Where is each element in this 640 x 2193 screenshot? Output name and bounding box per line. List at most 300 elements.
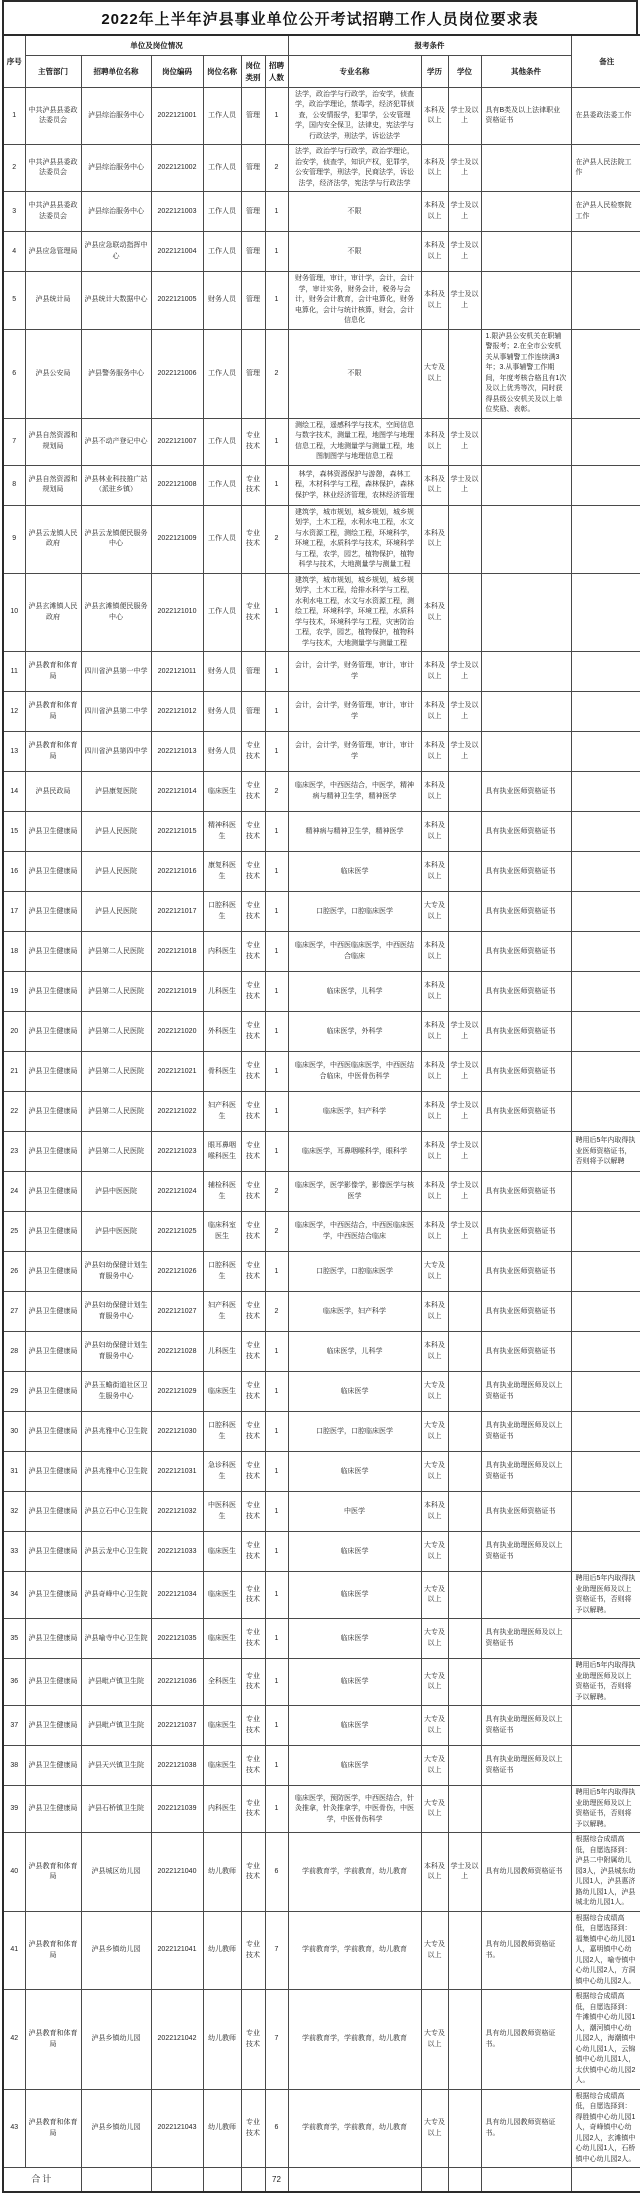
cell-unit: 泸县石桥镇卫生院 (81, 1786, 151, 1833)
cell-code: 2022121024 (151, 1172, 203, 1212)
cell-remark (571, 1619, 640, 1659)
cell-remark: 聘用后5年内取得执业医师资格证书，否则将予以解聘 (571, 1132, 640, 1172)
position-row (3, 1619, 640, 1659)
header-other: 其他条件 (481, 56, 571, 88)
cell-dept: 泸县教育和体育局 (25, 732, 81, 772)
cell-other: 具有执业医师资格证书 (481, 972, 571, 1012)
cell-count: 1 (265, 1619, 288, 1659)
cell-major: 临床医学，儿科学 (288, 972, 421, 1012)
cell-category: 管理 (241, 329, 265, 418)
cell-remark (571, 418, 640, 465)
cell-dept: 泸县应急管理局 (25, 232, 81, 272)
cell-degree (448, 1412, 481, 1452)
cell-major: 学前教育学，学前教育，幼儿教育 (288, 1911, 421, 1990)
cell-count: 6 (265, 1833, 288, 1912)
cell-dept: 泸县教育和体育局 (25, 1911, 81, 1990)
cell-dept: 泸县卫生健康局 (25, 1492, 81, 1532)
cell-unit: 泸县第二人民医院 (81, 1132, 151, 1172)
position-row (3, 1252, 640, 1292)
total-empty-position (203, 2168, 241, 2192)
cell-other: 具有幼儿园教师资格证书。 (481, 1990, 571, 2090)
position-row (3, 1572, 640, 1619)
cell-education: 本科及以上 (421, 505, 448, 573)
cell-position: 急诊科医生 (203, 1452, 241, 1492)
cell-dept: 泸县卫生健康局 (25, 1572, 81, 1619)
cell-category: 专业技术 (241, 1012, 265, 1052)
cell-dept: 泸县卫生健康局 (25, 1532, 81, 1572)
cell-dept: 泸县玄滩镇人民政府 (25, 573, 81, 652)
table-footer (3, 2168, 640, 2192)
cell-unit: 泸县警务服务中心 (81, 329, 151, 418)
cell-remark (571, 1092, 640, 1132)
cell-serial: 14 (3, 772, 25, 812)
cell-education: 本科及以上 (421, 1492, 448, 1532)
header-remark: 备注 (571, 35, 640, 87)
cell-category: 管理 (241, 692, 265, 732)
cell-unit: 泸县综治服务中心 (81, 192, 151, 232)
cell-serial: 13 (3, 732, 25, 772)
cell-count: 2 (265, 145, 288, 192)
cell-serial: 21 (3, 1052, 25, 1092)
cell-category: 专业技术 (241, 418, 265, 465)
cell-degree (448, 1452, 481, 1492)
cell-other: 具有执业助理医师及以上资格证书 (481, 1412, 571, 1452)
cell-code: 2022121023 (151, 1132, 203, 1172)
cell-code: 2022121042 (151, 1990, 203, 2090)
cell-education: 本科及以上 (421, 1012, 448, 1052)
cell-serial: 3 (3, 192, 25, 232)
cell-dept: 泸县卫生健康局 (25, 1372, 81, 1412)
cell-other (481, 692, 571, 732)
cell-education: 大专及以上 (421, 329, 448, 418)
cell-category: 专业技术 (241, 1092, 265, 1132)
cell-major: 学前教育学，学前教育，幼儿教育 (288, 1833, 421, 1912)
cell-education: 本科及以上 (421, 1292, 448, 1332)
cell-unit: 泸县城区幼儿园 (81, 1833, 151, 1912)
cell-code: 2022121010 (151, 573, 203, 652)
cell-other: 具有执业助理医师及以上资格证书 (481, 1746, 571, 1786)
cell-other: 具有执业助理医师及以上资格证书 (481, 1452, 571, 1492)
cell-category: 专业技术 (241, 1172, 265, 1212)
position-row (3, 1659, 640, 1706)
cell-remark (571, 812, 640, 852)
cell-other: 具有执业助理医师及以上资格证书 (481, 1706, 571, 1746)
position-row (3, 1292, 640, 1332)
cell-dept: 中共泸县县委政法委员会 (25, 87, 81, 145)
cell-remark (571, 732, 640, 772)
cell-dept: 泸县卫生健康局 (25, 852, 81, 892)
cell-category: 专业技术 (241, 1532, 265, 1572)
cell-remark (571, 852, 640, 892)
position-row (3, 1172, 640, 1212)
cell-other: 具有执业医师资格证书 (481, 1212, 571, 1252)
cell-other (481, 652, 571, 692)
cell-unit: 泸县康复医院 (81, 772, 151, 812)
cell-degree: 学士及以上 (448, 652, 481, 692)
total-empty-major (288, 2168, 421, 2192)
cell-count: 1 (265, 87, 288, 145)
cell-major: 不限 (288, 329, 421, 418)
cell-dept: 泸县卫生健康局 (25, 812, 81, 852)
position-row (3, 418, 640, 465)
cell-category: 管理 (241, 192, 265, 232)
cell-count: 1 (265, 1252, 288, 1292)
cell-position: 外科医生 (203, 1012, 241, 1052)
cell-code: 2022121016 (151, 852, 203, 892)
cell-degree (448, 892, 481, 932)
cell-other: 具有执业医师资格证书 (481, 1172, 571, 1212)
cell-dept: 泸县民政局 (25, 772, 81, 812)
cell-dept: 泸县卫生健康局 (25, 1252, 81, 1292)
cell-major: 临床医学，预防医学，中西医结合，针灸推拿，针灸推拿学，中医骨伤，中医学，中医骨伤科学 (288, 1786, 421, 1833)
cell-other: 1.限泸县公安机关在职辅警报考；2.在全市公安机关从事辅警工作连续满3年；3.从事辅警工作期间，年度考核合格且有1次及以上优秀等次，同时获得县级公安机关及以上单位奖励、表彰。 (481, 329, 571, 418)
header-unit: 招聘单位名称 (81, 56, 151, 88)
cell-remark (571, 1532, 640, 1572)
cell-position: 工作人员 (203, 87, 241, 145)
header-serial: 序号 (3, 35, 25, 87)
cell-count: 1 (265, 1572, 288, 1619)
cell-unit: 泸县综治服务中心 (81, 145, 151, 192)
cell-position: 临床医生 (203, 1706, 241, 1746)
cell-dept: 泸县统计局 (25, 272, 81, 330)
cell-unit: 泸县兆雅中心卫生院 (81, 1452, 151, 1492)
position-row (3, 1911, 640, 1990)
cell-major: 临床医学，中西医临床医学，中西医结合临床 (288, 932, 421, 972)
cell-remark (571, 1412, 640, 1452)
cell-dept: 泸县卫生健康局 (25, 1412, 81, 1452)
cell-count: 1 (265, 892, 288, 932)
cell-position: 幼儿教师 (203, 2089, 241, 2168)
cell-degree (448, 932, 481, 972)
cell-unit: 泸县人民医院 (81, 852, 151, 892)
cell-position: 儿科医生 (203, 1332, 241, 1372)
cell-unit: 四川省泸县第四中学 (81, 732, 151, 772)
cell-category: 专业技术 (241, 1292, 265, 1332)
cell-remark: 聘用后5年内取得执业助理医师及以上资格证书，否则将予以解聘。 (571, 1659, 640, 1706)
cell-remark (571, 772, 640, 812)
cell-serial: 22 (3, 1092, 25, 1132)
cell-category: 专业技术 (241, 1990, 265, 2090)
cell-serial: 17 (3, 892, 25, 932)
cell-major: 不限 (288, 232, 421, 272)
cell-code: 2022121022 (151, 1092, 203, 1132)
cell-major: 临床医学 (288, 1532, 421, 1572)
cell-major: 临床医学，中西医结合，中医学，精神病与精神卫生学，精神医学 (288, 772, 421, 812)
cell-education: 大专及以上 (421, 1372, 448, 1412)
cell-degree (448, 972, 481, 1012)
cell-education: 大专及以上 (421, 2089, 448, 2168)
cell-major: 临床医学 (288, 1619, 421, 1659)
position-row (3, 1132, 640, 1172)
cell-remark: 在县委政法委工作 (571, 87, 640, 145)
cell-code: 2022121029 (151, 1372, 203, 1412)
cell-major: 会计，会计学，财务管理，审计，审计学 (288, 692, 421, 732)
cell-position: 临床医生 (203, 1572, 241, 1619)
cell-degree: 学士及以上 (448, 1172, 481, 1212)
cell-dept: 泸县卫生健康局 (25, 1746, 81, 1786)
cell-count: 1 (265, 852, 288, 892)
cell-count: 1 (265, 812, 288, 852)
cell-education: 大专及以上 (421, 1990, 448, 2090)
position-row (3, 852, 640, 892)
cell-category: 专业技术 (241, 1492, 265, 1532)
cell-education: 本科及以上 (421, 1332, 448, 1372)
position-row (3, 1092, 640, 1132)
cell-major: 法学，政治学与行政学，治安学，侦查学，政治学理论，禁毒学，经济犯罪侦查，公安情报学，犯罪学，公安管理学，国内安全保卫，法律史，宪法学与行政法学，刑法学，诉讼法学 (288, 87, 421, 145)
cell-position: 财务人员 (203, 652, 241, 692)
cell-serial: 11 (3, 652, 25, 692)
cell-degree (448, 2089, 481, 2168)
cell-dept: 泸县卫生健康局 (25, 932, 81, 972)
cell-other: 具有执业医师资格证书 (481, 1292, 571, 1332)
cell-unit: 泸县应急联动指挥中心 (81, 232, 151, 272)
cell-position: 临床医生 (203, 772, 241, 812)
cell-position: 临床医生 (203, 1619, 241, 1659)
position-row (3, 2089, 640, 2168)
cell-category: 专业技术 (241, 505, 265, 573)
cell-category: 专业技术 (241, 573, 265, 652)
cell-dept: 泸县自然资源和规划局 (25, 465, 81, 505)
cell-education: 本科及以上 (421, 192, 448, 232)
cell-serial: 8 (3, 465, 25, 505)
cell-serial: 32 (3, 1492, 25, 1532)
header-dept: 主管部门 (25, 56, 81, 88)
cell-position: 工作人员 (203, 329, 241, 418)
cell-serial: 20 (3, 1012, 25, 1052)
position-row (3, 145, 640, 192)
cell-other: 具有幼儿园教师资格证书 (481, 1833, 571, 1912)
cell-unit: 四川省泸县第二中学 (81, 692, 151, 732)
cell-unit: 泸县不动产登记中心 (81, 418, 151, 465)
cell-major: 临床医学 (288, 1706, 421, 1746)
cell-position: 幼儿教师 (203, 1911, 241, 1990)
cell-category: 专业技术 (241, 932, 265, 972)
cell-degree (448, 772, 481, 812)
page-title: 2022年上半年泸县事业单位公开考试招聘工作人员岗位要求表 (101, 11, 539, 28)
cell-remark (571, 932, 640, 972)
cell-dept: 泸县云龙镇人民政府 (25, 505, 81, 573)
cell-dept: 泸县卫生健康局 (25, 1659, 81, 1706)
cell-category: 专业技术 (241, 1786, 265, 1833)
cell-count: 1 (265, 1372, 288, 1412)
position-row (3, 1786, 640, 1833)
cell-category: 专业技术 (241, 1572, 265, 1619)
cell-education: 大专及以上 (421, 1452, 448, 1492)
cell-remark (571, 1012, 640, 1052)
position-row (3, 732, 640, 772)
cell-position: 内科医生 (203, 932, 241, 972)
cell-dept: 泸县教育和体育局 (25, 2089, 81, 2168)
cell-count: 1 (265, 732, 288, 772)
cell-code: 2022121043 (151, 2089, 203, 2168)
cell-remark (571, 1052, 640, 1092)
cell-position: 骨科医生 (203, 1052, 241, 1092)
position-row (3, 892, 640, 932)
cell-code: 2022121009 (151, 505, 203, 573)
cell-other (481, 1786, 571, 1833)
cell-unit: 泸县中医医院 (81, 1172, 151, 1212)
cell-remark (571, 1172, 640, 1212)
header-major: 专业名称 (288, 56, 421, 88)
cell-dept: 泸县公安局 (25, 329, 81, 418)
cell-remark (571, 465, 640, 505)
cell-position: 财务人员 (203, 272, 241, 330)
cell-unit: 泸县第二人民医院 (81, 972, 151, 1012)
cell-unit: 泸县立石中心卫生院 (81, 1492, 151, 1532)
cell-position: 工作人员 (203, 145, 241, 192)
cell-dept: 泸县卫生健康局 (25, 1092, 81, 1132)
cell-dept: 泸县卫生健康局 (25, 1172, 81, 1212)
cell-major: 临床医学，外科学 (288, 1012, 421, 1052)
cell-count: 1 (265, 1012, 288, 1052)
cell-category: 专业技术 (241, 1052, 265, 1092)
cell-code: 2022121004 (151, 232, 203, 272)
cell-code: 2022121006 (151, 329, 203, 418)
cell-other: 具有幼儿园教师资格证书。 (481, 1911, 571, 1990)
cell-education: 本科及以上 (421, 932, 448, 972)
cell-other: 具有执业医师资格证书 (481, 812, 571, 852)
cell-code: 2022121030 (151, 1412, 203, 1452)
cell-unit: 泸县第二人民医院 (81, 1052, 151, 1092)
cell-serial: 28 (3, 1332, 25, 1372)
header-code: 岗位编码 (151, 56, 203, 88)
cell-major: 口腔医学，口腔临床医学 (288, 1412, 421, 1452)
cell-position: 眼耳鼻咽喉科医生 (203, 1132, 241, 1172)
cell-count: 2 (265, 1292, 288, 1332)
cell-education: 大专及以上 (421, 1911, 448, 1990)
cell-education: 本科及以上 (421, 1212, 448, 1252)
cell-count: 1 (265, 1706, 288, 1746)
cell-major: 法学，政治学与行政学，政治学理论，治安学，侦查学，知识产权，犯罪学，公安管理学，刑法学，民商法学，诉讼法学，经济法学，宪法学与行政法学 (288, 145, 421, 192)
cell-category: 专业技术 (241, 1619, 265, 1659)
position-row (3, 932, 640, 972)
cell-code: 2022121031 (151, 1452, 203, 1492)
cell-degree (448, 1746, 481, 1786)
cell-major: 临床医学，中西医结合，中西医临床医学，中西医结合临床 (288, 1212, 421, 1252)
cell-education: 大专及以上 (421, 1706, 448, 1746)
cell-count: 1 (265, 1332, 288, 1372)
cell-degree: 学士及以上 (448, 1212, 481, 1252)
cell-code: 2022121025 (151, 1212, 203, 1252)
cell-dept: 泸县卫生健康局 (25, 1706, 81, 1746)
cell-position: 临床医生 (203, 1372, 241, 1412)
cell-code: 2022121003 (151, 192, 203, 232)
cell-dept: 泸县卫生健康局 (25, 1786, 81, 1833)
total-empty-code (151, 2168, 203, 2192)
cell-category: 管理 (241, 652, 265, 692)
position-row (3, 329, 640, 418)
cell-count: 1 (265, 465, 288, 505)
cell-dept: 泸县教育和体育局 (25, 692, 81, 732)
cell-category: 管理 (241, 272, 265, 330)
header-count: 招聘人数 (265, 56, 288, 88)
cell-degree: 学士及以上 (448, 145, 481, 192)
cell-category: 专业技术 (241, 812, 265, 852)
cell-serial: 16 (3, 852, 25, 892)
position-row (3, 465, 640, 505)
cell-degree (448, 1332, 481, 1372)
cell-serial: 25 (3, 1212, 25, 1252)
cell-remark: 在泸县人民检察院工作 (571, 192, 640, 232)
cell-remark: 聘用后5年内取得执业助理医师及以上资格证书，否则将予以解聘。 (571, 1572, 640, 1619)
cell-education: 大专及以上 (421, 1572, 448, 1619)
cell-code: 2022121018 (151, 932, 203, 972)
cell-degree (448, 1659, 481, 1706)
cell-education: 大专及以上 (421, 1532, 448, 1572)
cell-education: 本科及以上 (421, 87, 448, 145)
cell-count: 1 (265, 418, 288, 465)
cell-code: 2022121019 (151, 972, 203, 1012)
cell-unit: 四川省泸县第一中学 (81, 652, 151, 692)
cell-remark (571, 1212, 640, 1252)
cell-degree (448, 1372, 481, 1412)
cell-dept: 中共泸县县委政法委员会 (25, 192, 81, 232)
cell-education: 本科及以上 (421, 272, 448, 330)
cell-degree (448, 1706, 481, 1746)
cell-education: 大专及以上 (421, 1412, 448, 1452)
cell-category: 专业技术 (241, 1372, 265, 1412)
cell-education: 本科及以上 (421, 573, 448, 652)
cell-education: 本科及以上 (421, 972, 448, 1012)
cell-other (481, 145, 571, 192)
position-row (3, 505, 640, 573)
cell-count: 1 (265, 692, 288, 732)
cell-serial: 12 (3, 692, 25, 732)
cell-count: 1 (265, 1659, 288, 1706)
cell-unit: 泸县统计大数据中心 (81, 272, 151, 330)
cell-code: 2022121001 (151, 87, 203, 145)
cell-serial: 2 (3, 145, 25, 192)
cell-serial: 31 (3, 1452, 25, 1492)
position-row (3, 772, 640, 812)
cell-other: 具有B类及以上法律职业资格证书 (481, 87, 571, 145)
cell-code: 2022121035 (151, 1619, 203, 1659)
cell-code: 2022121034 (151, 1572, 203, 1619)
cell-unit: 泸县毗卢镇卫生院 (81, 1659, 151, 1706)
cell-unit: 泸县妇幼保健计划生育服务中心 (81, 1292, 151, 1332)
cell-code: 2022121038 (151, 1746, 203, 1786)
cell-position: 内科医生 (203, 1786, 241, 1833)
cell-unit: 泸县综治服务中心 (81, 87, 151, 145)
total-count: 72 (265, 2168, 288, 2192)
cell-position: 工作人员 (203, 505, 241, 573)
cell-code: 2022121032 (151, 1492, 203, 1532)
cell-serial: 4 (3, 232, 25, 272)
cell-major: 林学，森林资源保护与游憩，森林工程，木材科学与工程，森林保护，森林保护学，林业经济管理，农林经济管理 (288, 465, 421, 505)
cell-count: 7 (265, 1911, 288, 1990)
cell-unit: 泸县玉蟾街道社区卫生服务中心 (81, 1372, 151, 1412)
cell-education: 本科及以上 (421, 1172, 448, 1212)
cell-dept: 泸县卫生健康局 (25, 1292, 81, 1332)
cell-count: 1 (265, 1532, 288, 1572)
cell-dept: 泸县卫生健康局 (25, 1212, 81, 1252)
position-row (3, 1990, 640, 2090)
cell-serial: 39 (3, 1786, 25, 1833)
cell-other (481, 1572, 571, 1619)
position-row (3, 1052, 640, 1092)
cell-serial: 40 (3, 1833, 25, 1912)
cell-code: 2022121005 (151, 272, 203, 330)
cell-category: 专业技术 (241, 772, 265, 812)
cell-position: 工作人员 (203, 573, 241, 652)
cell-code: 2022121028 (151, 1332, 203, 1372)
cell-major: 临床医学 (288, 1372, 421, 1412)
cell-remark: 根据综合成绩高低，自愿选择到：福集镇中心幼儿园1人，嘉明镇中心幼儿园2人，喻寺镇中心幼儿园2人，方洞镇中心幼儿园2人。 (571, 1911, 640, 1990)
cell-serial: 19 (3, 972, 25, 1012)
position-row (3, 652, 640, 692)
total-empty-remark (571, 2168, 640, 2192)
cell-code: 2022121015 (151, 812, 203, 852)
